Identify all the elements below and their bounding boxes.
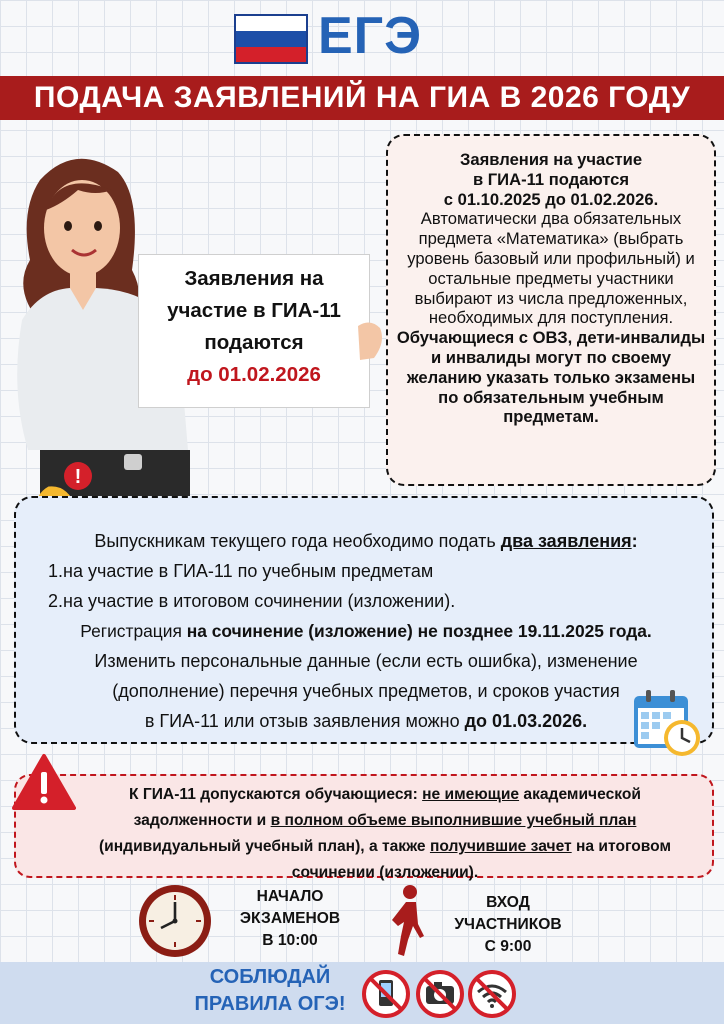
registration-bold: на сочинение (изложение) не позднее 19.11.2025 года. bbox=[186, 621, 652, 641]
intro-line bbox=[30, 526, 702, 556]
warning-text: на итоговом сочинении (изложении). bbox=[291, 838, 672, 881]
warning-icon bbox=[12, 752, 76, 812]
hand-icon bbox=[356, 318, 386, 368]
info-bold-line: Заявления на участие bbox=[459, 150, 643, 169]
calendar-icon bbox=[632, 688, 704, 758]
header bbox=[0, 0, 724, 72]
sign-line: Заявления на bbox=[184, 267, 324, 290]
change-deadline: до 01.03.2026. bbox=[464, 711, 588, 731]
deadline-sign bbox=[138, 254, 370, 408]
intro-text: Выпускникам текущего года необходимо подать bbox=[94, 531, 501, 551]
svg-text:!: ! bbox=[74, 466, 82, 488]
registration-line bbox=[30, 616, 702, 646]
warning-underlined: в полном объеме выполнившие учебный план bbox=[270, 812, 637, 829]
warning-text: (индивидуальный учебный план), а также bbox=[98, 838, 430, 855]
list-item: 2.на участие в итоговом сочинении (изложении). bbox=[48, 591, 456, 611]
ege-logo: ЕГЭ bbox=[318, 7, 423, 65]
entry-line: УЧАСТНИКОВ bbox=[454, 916, 562, 933]
sign-line: участие в ГИА-11 bbox=[167, 299, 341, 322]
start-line: НАЧАЛО bbox=[256, 888, 324, 905]
intro-colon: : bbox=[631, 531, 638, 551]
participants-entry-time bbox=[436, 892, 580, 958]
warning-underlined: не имеющие bbox=[422, 786, 520, 803]
admission-warning-box bbox=[14, 774, 714, 881]
info-text: Автоматически два обязательных предмета «Математика» (выбрать уровень базовый или профильный) и остальные предметы участники выбирают из числа предложенных, необходимых для поступления. bbox=[407, 209, 695, 328]
no-wifi-icon bbox=[466, 968, 518, 1020]
application-info-box bbox=[386, 134, 716, 486]
slogan-line: ПРАВИЛА ОГЭ! bbox=[194, 993, 346, 1015]
page-title: ПОДАЧА ЗАЯВЛЕНИЙ НА ГИА В 2026 ГОДУ bbox=[0, 76, 724, 120]
clock-icon bbox=[136, 882, 214, 960]
sign-deadline: до 01.02.2026 bbox=[187, 363, 321, 386]
change-line bbox=[30, 706, 702, 736]
applications-box bbox=[14, 496, 714, 744]
no-phone-icon bbox=[360, 968, 412, 1020]
change-text: в ГИА-11 или отзыв заявления можно bbox=[144, 711, 465, 731]
warning-underlined: получившие зачет bbox=[429, 838, 572, 855]
start-line: В 10:00 bbox=[262, 932, 318, 949]
list-item: 1.на участие в ГИА-11 по учебным предметам bbox=[48, 561, 434, 581]
slogan-line: СОБЛЮДАЙ bbox=[209, 966, 331, 988]
russia-flag-icon bbox=[234, 14, 308, 64]
warning-text: К ГИА-11 допускаются обучающиеся: bbox=[129, 786, 423, 803]
entry-line: ВХОД bbox=[486, 894, 530, 911]
change-line: Изменить персональные данные (если есть ошибка), изменение bbox=[94, 651, 638, 671]
no-camera-icon bbox=[414, 968, 466, 1020]
info-dates: с 01.10.2025 до 01.02.2026. bbox=[443, 189, 659, 209]
start-line: ЭКЗАМЕНОВ bbox=[239, 910, 341, 927]
intro-bold: два заявления bbox=[500, 531, 632, 551]
info-bold-line: в ГИА-11 подаются bbox=[472, 169, 630, 189]
rules-slogan bbox=[180, 964, 360, 1018]
registration-text: Регистрация bbox=[80, 621, 187, 641]
change-line: (дополнение) перечня учебных предметов, и сроков участия bbox=[112, 681, 620, 701]
entry-line: С 9:00 bbox=[484, 938, 532, 955]
list-item-text: на участие в итоговом сочинении (изложении). bbox=[63, 591, 456, 611]
walking-person-icon bbox=[386, 884, 432, 960]
list-item-text: на участие в ГИА-11 по учебным предметам bbox=[63, 561, 434, 581]
warning-text: академической задолженности и bbox=[133, 786, 641, 829]
exam-start-time bbox=[226, 886, 354, 952]
info-ovz-text: Обучающиеся с ОВЗ, дети-инвалиды и инвалиды могут по своему желанию указать только экзамены по обязательным учебным предметам. bbox=[396, 328, 706, 427]
sign-line: подаются bbox=[204, 331, 304, 354]
